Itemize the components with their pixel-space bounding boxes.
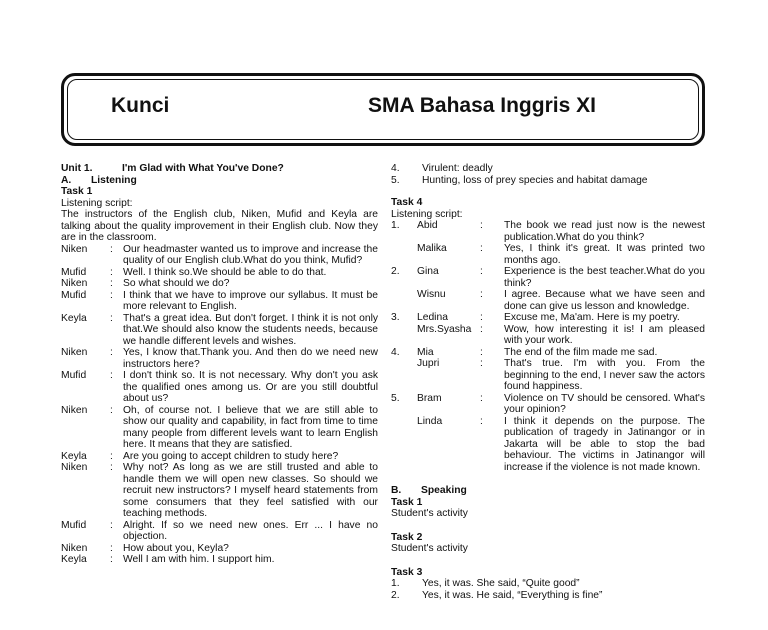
- speaker-name: Mufid: [61, 289, 87, 301]
- dialog-number: [391, 289, 417, 312]
- task3-heading: Task 3: [391, 566, 423, 578]
- dialog-line: [61, 267, 378, 279]
- speaker-name: Mufid: [61, 370, 87, 381]
- item-number: 2.: [391, 589, 400, 601]
- dialog-line: [391, 324, 705, 347]
- dialog-line: [61, 543, 378, 555]
- dialog-text: The end of the film made me sad.: [504, 346, 658, 358]
- dialog-number: [391, 324, 417, 347]
- unit-number: Unit 1.: [61, 163, 93, 174]
- speaker-name: Mrs.Syasha: [417, 323, 472, 335]
- speaker-name: Niken: [61, 243, 88, 255]
- dialog-line: [391, 289, 705, 312]
- dialog-line: [391, 393, 705, 416]
- colon-separator: :: [480, 312, 483, 323]
- colon-separator: :: [110, 289, 113, 301]
- speaker-name: Keyla: [61, 450, 87, 462]
- colon-separator: :: [480, 289, 483, 300]
- dialog-line: [391, 347, 705, 359]
- intro-paragraph: The instructors of the English club, Niken, Mufid and Keyla are talking about the quality improvement in their English club. Now they are in the classroom.: [61, 209, 378, 243]
- speaker-name: Abid: [417, 220, 438, 231]
- dialog-text: That's a great idea. But don't forget. I think it is not only that.We should also know the students needs, because we handle different levels and wishes.: [123, 312, 378, 347]
- task4-heading: Task 4: [391, 197, 423, 208]
- colon-separator: :: [480, 346, 483, 358]
- dialog-text: I don't think so. It is not necessary. Why don't you ask the qualified ones among us. Or are you still doubtful about us?: [123, 370, 378, 404]
- dialog-line: [61, 370, 378, 405]
- colon-separator: :: [110, 554, 113, 565]
- dialog-line: [391, 266, 705, 289]
- dialog-list: [391, 220, 705, 473]
- item-text: Yes, it was. She said, “Quite good”: [422, 578, 580, 589]
- dialog-line: [61, 520, 378, 543]
- list-item: [391, 578, 705, 590]
- section-title: Speaking: [421, 485, 467, 496]
- dialog-number: 3.: [391, 312, 400, 323]
- item-number: 1.: [391, 578, 400, 589]
- spacer: [391, 520, 705, 532]
- dialog-list: [61, 244, 378, 566]
- speaker-name: Malika: [417, 243, 447, 254]
- dialog-line: [61, 244, 378, 267]
- dialog-line: [61, 462, 378, 520]
- colon-separator: :: [110, 278, 113, 289]
- speaker-name: Mia: [417, 346, 434, 358]
- dialog-text: I think that we have to improve our syllabus. It must be more relevant to English.: [123, 289, 378, 312]
- speaker-name: Niken: [61, 542, 88, 554]
- colon-separator: :: [110, 370, 113, 381]
- speaker-name: Wisnu: [417, 289, 446, 300]
- speaker-name: Mufid: [61, 519, 87, 531]
- task-heading: Task 1: [61, 186, 93, 197]
- spacer: [391, 186, 705, 197]
- dialog-text: So what should we do?: [123, 278, 230, 289]
- speaker-name: Niken: [61, 347, 88, 358]
- dialog-text: Well I am with him. I support him.: [123, 554, 275, 565]
- dialog-number: [391, 416, 417, 474]
- dialog-text: Oh, of course not. I believe that we are still able to show our quality and capability, in fact from time to time many people from different levels want to learn English here. It means that they are satisfied.: [123, 404, 378, 450]
- task3-list: [391, 578, 705, 601]
- task2-text: Student's activity: [391, 543, 468, 554]
- speaker-name: Linda: [417, 415, 443, 427]
- left-column: [61, 163, 378, 566]
- dialog-line: [391, 220, 705, 243]
- answer-list: [391, 163, 705, 186]
- dialog-text: Alright. If so we need new ones. Err ... I have no objection.: [123, 519, 378, 542]
- item-text: Virulent: deadly: [422, 163, 493, 174]
- dialog-line: [61, 451, 378, 463]
- colon-separator: :: [480, 415, 483, 427]
- unit-title: I'm Glad with What You've Done?: [122, 163, 284, 174]
- section-title: Listening: [91, 174, 137, 186]
- dialog-text: I agree. Because what we have seen and done can give us lesson and knowledge.: [504, 289, 705, 312]
- speaker-name: Gina: [417, 266, 439, 277]
- spacer: [391, 473, 705, 485]
- dialog-line: [61, 347, 378, 370]
- dialog-line: [61, 290, 378, 313]
- header-left-title: Kunci: [111, 94, 170, 117]
- colon-separator: :: [110, 404, 113, 416]
- colon-separator: :: [480, 220, 483, 231]
- script-label: Listening script:: [61, 197, 133, 209]
- dialog-text: How about you, Keyla?: [123, 542, 229, 554]
- speaker-name: Niken: [61, 278, 88, 289]
- task1-heading: Task 1: [391, 496, 423, 508]
- dialog-line: [61, 278, 378, 290]
- dialog-line: [61, 313, 378, 348]
- colon-separator: :: [110, 266, 113, 278]
- dialog-line: [391, 416, 705, 474]
- colon-separator: :: [110, 243, 113, 255]
- speaker-name: Niken: [61, 404, 88, 416]
- colon-separator: :: [480, 243, 483, 254]
- colon-separator: :: [480, 358, 483, 369]
- dialog-text: That's true. I'm with you. From the beginning to the end, I never saw the actors found happiness.: [504, 358, 705, 392]
- item-text: Yes, it was. He said, “Everything is fine”: [422, 589, 603, 601]
- colon-separator: :: [110, 347, 113, 358]
- speaker-name: Bram: [417, 392, 442, 404]
- dialog-number: 2.: [391, 266, 400, 277]
- section-number: A.: [61, 174, 72, 186]
- spacer: [391, 555, 705, 567]
- dialog-text: Experience is the best teacher.What do you think?: [504, 266, 705, 289]
- dialog-line: [391, 243, 705, 266]
- header-right-title: SMA Bahasa Inggris XI: [368, 94, 596, 117]
- speaker-name: Niken: [61, 462, 88, 473]
- list-item: [391, 590, 705, 602]
- colon-separator: :: [110, 450, 113, 462]
- dialog-number: 1.: [391, 220, 400, 231]
- dialog-text: Are you going to accept children to study here?: [123, 450, 339, 462]
- dialog-text: I think it depends on the purpose. The publication of tragedy in Jatinangor or in Jakarta will be able to stop the bad behaviour. The victims in Jatinangor will increase if the violence is not made known.: [504, 415, 705, 473]
- dialog-line: [391, 312, 705, 324]
- colon-separator: :: [110, 462, 113, 473]
- section-heading: [391, 485, 705, 497]
- dialog-number: 5.: [391, 392, 400, 404]
- dialog-text: Why not? As long as we are still trusted and able to handle them we will open new classes. So should we recruit new instructors? I myself heard statements from some consumers that they feel satisfied with our teaching methods.: [123, 462, 378, 519]
- section-heading: [61, 175, 378, 187]
- speaker-name: Jupri: [417, 358, 440, 369]
- script-label: Listening script:: [391, 208, 463, 220]
- dialog-number: [391, 358, 417, 393]
- dialog-number: 4.: [391, 346, 400, 358]
- item-text: Hunting, loss of prey species and habitat damage: [422, 174, 648, 186]
- dialog-line: [61, 554, 378, 566]
- colon-separator: :: [480, 266, 483, 277]
- item-number: 4.: [391, 163, 400, 174]
- item-number: 5.: [391, 174, 400, 186]
- dialog-line: [61, 405, 378, 451]
- section-number: B.: [391, 485, 402, 496]
- colon-separator: :: [480, 392, 483, 404]
- speaker-name: Keyla: [61, 554, 87, 565]
- task1-text: Student's activity: [391, 508, 468, 519]
- dialog-text: Violence on TV should be censored. What's your opinion?: [504, 392, 705, 415]
- colon-separator: :: [480, 323, 483, 335]
- dialog-text: Our headmaster wanted us to improve and increase the quality of our English club.What do you think, Mufid?: [123, 243, 378, 266]
- speaker-name: Ledina: [417, 312, 448, 323]
- dialog-text: Wow, how interesting it is! I am pleased with your work.: [504, 323, 705, 346]
- task2-heading: Task 2: [391, 531, 423, 543]
- list-item: [391, 163, 705, 175]
- dialog-text: Yes, I know that.Thank you. And then do we need new instructors here?: [123, 347, 378, 370]
- dialog-text: The book we read just now is the newest publication.What do you think?: [504, 220, 705, 243]
- dialog-text: Well. I think so.We should be able to do that.: [123, 266, 327, 278]
- right-column: [391, 163, 705, 601]
- dialog-text: Yes, I think it's great. It was printed two months ago.: [504, 243, 705, 266]
- colon-separator: :: [110, 312, 113, 324]
- colon-separator: :: [110, 542, 113, 554]
- colon-separator: :: [110, 519, 113, 531]
- dialog-line: [391, 358, 705, 393]
- list-item: [391, 175, 705, 187]
- speaker-name: Mufid: [61, 266, 87, 278]
- unit-heading: [61, 163, 378, 175]
- dialog-number: [391, 243, 417, 266]
- dialog-text: Excuse me, Ma'am. Here is my poetry.: [504, 312, 680, 323]
- speaker-name: Keyla: [61, 312, 87, 324]
